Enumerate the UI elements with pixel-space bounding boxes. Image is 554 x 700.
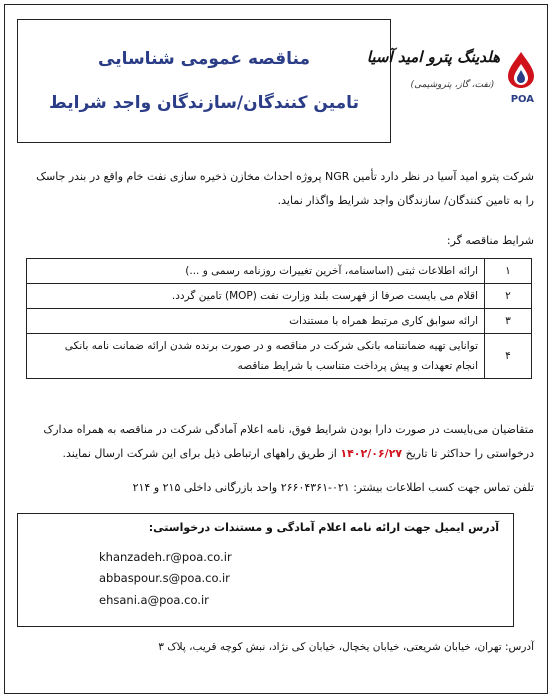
applicants-line-2 xyxy=(62,443,534,465)
row-number: ۱ xyxy=(485,259,532,284)
deadline-date: ۱۴۰۲/۰۶/۲۷ xyxy=(340,447,403,460)
address-line: آدرس: تهران، خیابان شریعتی، خیابان یخچال، خیابان کی نژاد، نبش کوچه قریب، پلاک ۳ xyxy=(158,641,534,653)
row-text xyxy=(27,334,485,379)
row-text: ارائه سوابق کاری مرتبط همراه با مستندات xyxy=(27,309,485,334)
contact-box xyxy=(17,513,514,627)
flame-drop-icon xyxy=(504,50,538,90)
phone-line: تلفن تماس جهت کسب اطلاعات بیشتر: ۰۲۱-۲۶۶۰۴۳۶۱ واحد بازرگانی داخلی ۲۱۵ و ۲۱۴ xyxy=(132,481,534,494)
conditions-table xyxy=(26,258,532,379)
applicants-after-date: از طریق راههای ارتباطی ذیل برای این شرکت ارسال نمایند. xyxy=(62,447,337,460)
email-link[interactable]: ehsani.a@poa.co.ir xyxy=(99,593,209,607)
row-text-line-2: انجام تعهدات و پیش پرداخت متناسب با شرایط مناقصه xyxy=(237,360,478,372)
row-text: اقلام می بایست صرفا از فهرست بلند وزارت نفت (MOP) تامین گردد. xyxy=(27,284,485,309)
row-number: ۲ xyxy=(485,284,532,309)
intro-line-1: شرکت پترو امید آسیا در نظر دارد تأمین NGR پروژه احداث مخازن ذخیره سازی نفت خام واقع در بندر جاسک xyxy=(36,170,534,183)
email-link[interactable]: abbaspour.s@poa.co.ir xyxy=(99,571,230,585)
page-title: مناقصه عمومی شناسایی xyxy=(98,49,310,69)
table-row xyxy=(27,284,532,309)
row-text: ارائه اطلاعات ثبتی (اساسنامه، آخرین تغییرات روزنامه رسمی و ...) xyxy=(27,259,485,284)
table-row xyxy=(27,259,532,284)
applicants-before-date: درخواستی را حداکثر تا تاریخ xyxy=(405,447,534,460)
intro-line-2: را به تامین کنندگان/ سازندگان واجد شرایط واگذار نماید. xyxy=(277,194,534,207)
page-subtitle: تامین کنندگان/سازندگان واجد شرایط xyxy=(49,93,359,113)
table-row xyxy=(27,309,532,334)
row-text-line-1: توانایی تهیه ضمانتنامه بانکی شرکت در مناقصه و در صورت برنده شدن ارائه ضمانت نامه بانکی xyxy=(64,340,478,352)
email-link[interactable]: khanzadeh.r@poa.co.ir xyxy=(99,550,232,564)
table-row xyxy=(27,334,532,379)
row-number: ۳ xyxy=(485,309,532,334)
contact-title: آدرس ایمیل جهت ارائه نامه اعلام آمادگی و مستندات درخواستی: xyxy=(148,521,499,534)
logo-abbreviation: POA xyxy=(510,94,534,105)
applicants-line-1: متقاضیان می‌بایست در صورت دارا بودن شرایط فوق، نامه اعلام آمادگی شرکت در مناقصه به همراه مدارک xyxy=(43,423,534,436)
conditions-heading: شرایط مناقصه گر: xyxy=(446,234,534,247)
title-box xyxy=(17,19,391,143)
logo-company-sub: (نفت، گاز، پتروشیمی) xyxy=(410,80,494,90)
row-number: ۴ xyxy=(485,334,532,379)
company-logo xyxy=(366,36,540,126)
logo-company-name: هلدینگ پترو امید آسیا xyxy=(366,48,500,66)
